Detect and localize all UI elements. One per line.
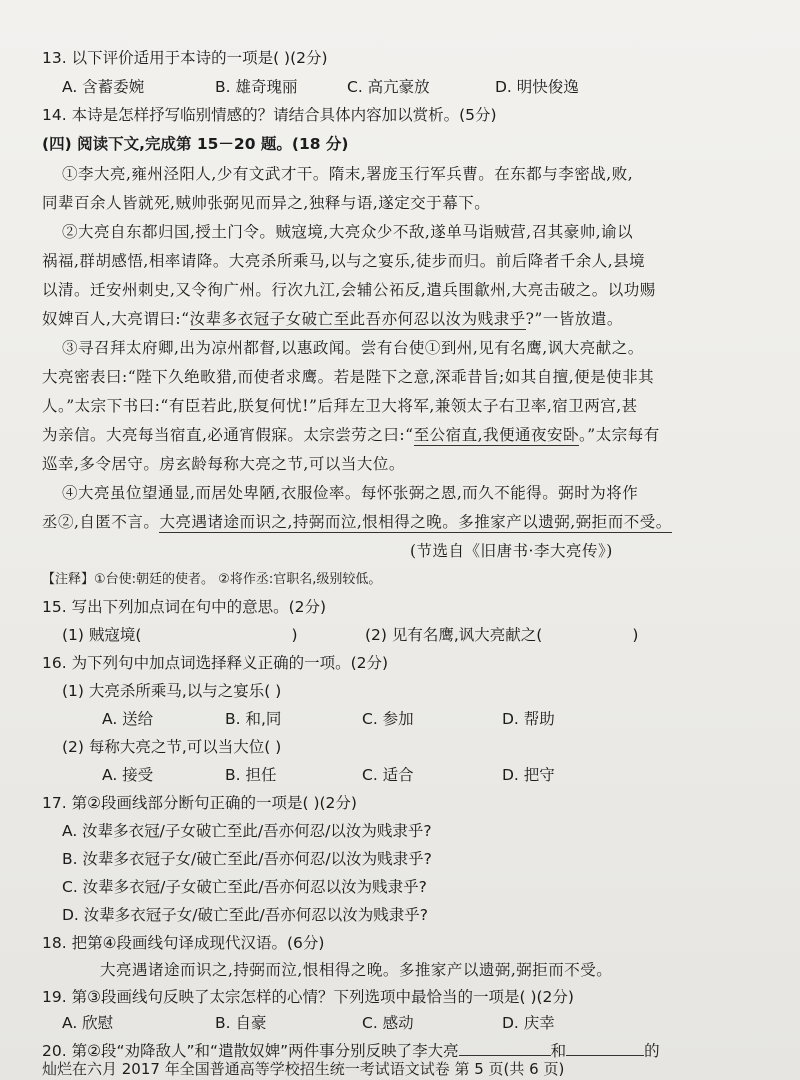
passage-p2-line4-post: ?”一皆放遣。: [525, 310, 623, 328]
passage-p1-line1: ①李大亮,雍州泾阳人,少有文武才干。隋末,署庞玉行军兵曹。在东都与李密战,败,: [62, 165, 634, 183]
q20-stem: [42, 1041, 660, 1060]
q16-sub2-option-b: B. 担任: [225, 766, 277, 784]
q15-item1-label: (1) 贼寇境(: [62, 626, 142, 644]
passage-p3-line4-post: 。”太宗每有: [579, 426, 660, 444]
passage-p3-line4-pre: 为亲信。大亮每当宿直,必通宵假寐。太宗尝劳之曰:“: [42, 426, 414, 444]
q17-option-b: B. 汝辈多衣冠子女/破亡至此/吾亦何忍/以汝为贱隶乎?: [62, 850, 432, 868]
q17-option-c: C. 汝辈多衣冠/子女破亡至此/吾亦何忍以汝为贱隶乎?: [62, 878, 427, 896]
passage-p3-line5: 巡幸,多令居守。房玄龄每称大亮之节,可以当大位。: [42, 455, 405, 473]
q20-end: 的: [644, 1042, 660, 1060]
q13-option-b: B. 雄奇瑰丽: [215, 78, 298, 96]
q20-blank-2[interactable]: [566, 1041, 644, 1056]
q18-sentence: 大亮遇诸途而识之,持弼而泣,恨相得之晚。多推家产以遗弼,弼拒而不受。: [100, 961, 613, 979]
page-footer: 灿烂在六月 2017 年全国普通高等学校招生统一考试语文试卷 第 5 页(共 6 页): [42, 1060, 565, 1078]
passage-p2-line3: 以清。迁安州刺史,又令徇广州。行次九江,会辅公祏反,遣兵围歙州,大亮击破之。以功赐: [42, 281, 656, 299]
passage-p3-line1: ③寻召拜太府卿,出为凉州都督,以惠政闻。尝有台使①到州,见有名鹰,讽大亮献之。: [62, 339, 644, 357]
section-heading: (四) 阅读下文,完成第 15－20 题。(18 分): [42, 135, 349, 153]
q16-sub1: (1) 大亮杀所乘马,以与之宴乐( ): [62, 682, 282, 700]
q20-text: 20. 第②段“劝降敌人”和“遣散奴婢”两件事分别反映了李大亮: [42, 1042, 459, 1060]
q13-stem: 13. 以下评价适用于本诗的一项是( )(2分): [42, 49, 328, 67]
q15-item1: [62, 628, 298, 644]
passage-p3-line4: [42, 428, 660, 444]
q18-stem: 18. 把第④段画线句译成现代汉语。(6分): [42, 934, 325, 952]
q16-sub2-option-a: A. 接受: [102, 766, 154, 784]
underlined-sentence-p2: 汝辈多衣冠子女破亡至此吾亦何忍以汝为贱隶乎: [189, 310, 526, 328]
q19-option-a: A. 欣慰: [62, 1014, 114, 1032]
passage-p3-line3: 人。”太宗下书曰:“有臣若此,朕复何忧!”后拜左卫大将军,兼领太子右卫率,宿卫两宫,甚: [42, 397, 638, 415]
q13-option-a: A. 含蓄委婉: [62, 78, 145, 96]
q20-and: 和: [550, 1042, 567, 1060]
q16-stem: 16. 为下列句中加点词选择释义正确的一项。(2分): [42, 654, 389, 672]
q16-sub2: (2) 每称大亮之节,可以当大位( ): [62, 738, 282, 756]
passage-p2-line2: 祸福,群胡感悟,相率请降。大亮杀所乘马,以与之宴乐,徒步而归。前后降者千余人,县境: [42, 252, 646, 270]
q13-option-c: C. 高亢豪放: [347, 78, 430, 96]
q16-sub1-option-b: B. 和,同: [225, 710, 282, 728]
annotation-notes: 【注释】①台使:朝廷的使者。 ②将作丞:官职名,级别较低。: [42, 572, 382, 587]
passage-p3-line2: 大亮密表曰:“陛下久绝畋猎,而使者求鹰。若是陛下之意,深乖昔旨;如其自擅,便是使非其: [42, 368, 655, 386]
q16-sub2-option-d: D. 把守: [502, 766, 555, 784]
q19-stem: 19. 第③段画线句反映了太宗怎样的心情？下列选项中最恰当的一项是( )(2分): [42, 988, 574, 1006]
q17-option-d: D. 汝辈多衣冠子女/破亡至此/吾亦何忍以汝为贱隶乎?: [62, 906, 428, 924]
passage-p2-line4-pre: 奴婢百人,大亮谓曰:“: [42, 310, 190, 328]
passage-p1-line2: 同辈百余人皆就死,贼帅张弼见而异之,独释与语,遂定交于幕下。: [42, 194, 491, 212]
underlined-sentence-p3: 至公宿直,我便通夜安卧: [413, 426, 580, 444]
q17-option-a: A. 汝辈多衣冠/子女破亡至此/吾亦何忍/以汝为贱隶乎?: [62, 822, 432, 840]
q16-sub2-option-c: C. 适合: [362, 766, 414, 784]
q19-option-d: D. 庆幸: [502, 1014, 555, 1032]
passage-p4-line2-pre: 丞②,自匿不言。: [42, 513, 160, 531]
q16-sub1-option-d: D. 帮助: [502, 710, 555, 728]
q15-stem: 15. 写出下列加点词在句中的意思。(2分): [42, 598, 327, 616]
q15-item2-label: (2) 见有名鹰,讽大亮献之(: [365, 626, 543, 644]
q15-item2: [365, 628, 638, 644]
passage-p4-line1: ④大亮虽位望通显,而居处卑陋,衣服俭率。每怀张弼之恩,而久不能得。弼时为将作: [62, 484, 639, 502]
q13-option-d: D. 明快俊逸: [495, 78, 579, 96]
q15-item2-close: ): [632, 626, 639, 644]
q15-item1-close: ): [291, 626, 298, 644]
passage-p4-line2: [42, 515, 672, 531]
q20-blank-1[interactable]: [459, 1041, 551, 1056]
q19-option-c: C. 感动: [362, 1014, 414, 1032]
q17-stem: 17. 第②段画线部分断句正确的一项是( )(2分): [42, 794, 357, 812]
underlined-sentence-p4: 大亮遇诸途而识之,持弼而泣,恨相得之晚。多推家产以遗弼,弼拒而不受。: [159, 513, 672, 531]
q16-sub1-option-a: A. 送给: [102, 710, 154, 728]
passage-source: (节选自《旧唐书·李大亮传》): [410, 542, 613, 560]
q19-option-b: B. 自豪: [215, 1014, 267, 1032]
passage-p2-line1: ②大亮自东都归国,授土门令。贼寇境,大亮众少不敌,遂单马诣贼营,召其豪帅,谕以: [62, 223, 634, 241]
q14-stem: 14. 本诗是怎样抒写临别情感的？请结合具体内容加以赏析。(5分): [42, 106, 497, 124]
q16-sub1-option-c: C. 参加: [362, 710, 414, 728]
passage-p2-line4: [42, 312, 623, 328]
